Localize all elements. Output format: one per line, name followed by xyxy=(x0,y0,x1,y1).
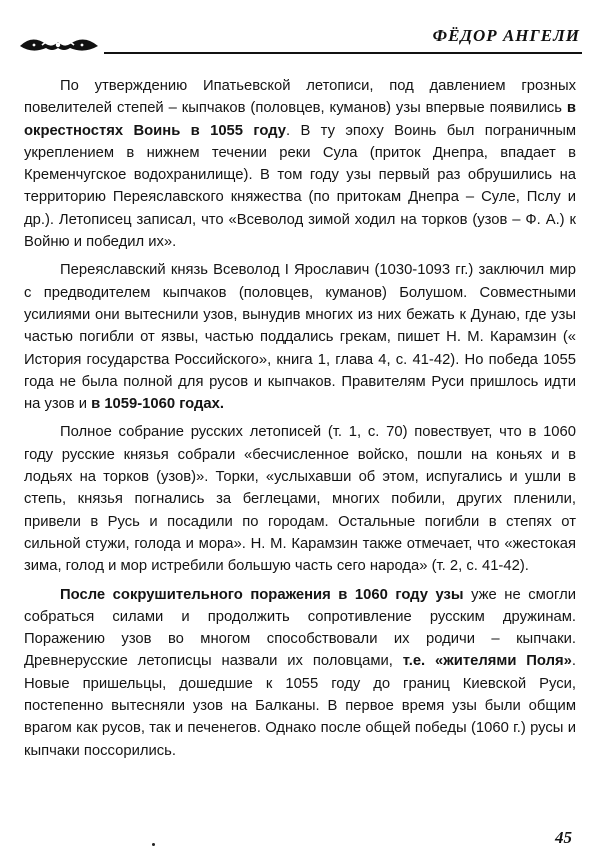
paragraph-text: уже не смогли собраться силами и продолжить сопротивление русским дружинам. Поражению узов во многом способствовали их родичи – кыпчаки. Древнерусские летописцы назвали их половцами, xyxy=(24,586,577,670)
paragraph-1 xyxy=(24,75,576,253)
emphasis-text: После сокрушительного поражения в 1060 году узы xyxy=(60,586,464,603)
emphasis-text: в 1059-1060 годах. xyxy=(91,396,224,413)
print-speck xyxy=(152,843,155,846)
paragraph-text: . В ту эпоху Воинь был пограничным укреплением в нижнем течении реки Сула (приток Днепра, впадает в Кременчугское водохранилище). В том году узы первый раз обрушились на территорию Переяславского княжества (по притокам Днепра – Суле, Пслу и др.). Летописец записал, что «Всеволод зимой ходил на торков (узов – Ф. А.) к Войню и победил их». xyxy=(24,122,577,251)
emphasis-text: т.е. «жителями Поля» xyxy=(402,653,572,670)
paragraph-text: Полное собрание русских летописей (т. 1, с. 70) повествует, что в 1060 году русские князья собрали «бесчисленное войско, пошли на коньях и в лодьях на торков (узов)». Торки, «услыхавши об этом, испугались и ушли в степь, князья погнались за беглецами, многих побили, других пленили, привели в Русь и посадили по городам. Остальные погибли в степях от сильной стужи, голода и мора». Н. М. Карамзин также отмечает, что «жестокая зима, голод и мор истребили большую часть сего народа» (т. 2, с. 41-42). xyxy=(24,424,576,575)
page-number: 45 xyxy=(555,828,572,847)
body-text xyxy=(24,75,576,768)
paragraph-text: По утверждению Ипатьевской летописи, под давлением грозных повелителей степей – кыпчаков (половцев, куманов) узы впервые появились xyxy=(24,78,576,117)
paragraph-4 xyxy=(24,584,576,762)
paragraph-text: Переяславский князь Всеволод I Ярославич (1030-1093 гг.) заключил мир с предводителем кыпчаков (половцев, куманов) Болушом. Совместными усилиями они вытеснили узов, вынудив многих из них бежать к Дунаю, где узы частью погибли от язвы, частью поддались грекам, пишет Н. М. Карамзин (« История государства Российского», книга 1, глава 4, с. 41-42). Но победа 1055 года не была полной для русов и кыпчаков. Правителям Руси пришлось идти на узов и xyxy=(24,262,576,413)
header-rule xyxy=(104,52,582,54)
paragraph-2 xyxy=(24,259,576,415)
paragraph-3 xyxy=(24,421,576,577)
page-header xyxy=(0,0,600,60)
running-title: ФЁДОР АНГЕЛИ xyxy=(423,26,580,46)
emphasis-text: в окрестностях Воинь в 1055 году xyxy=(24,100,576,139)
paragraph-text: . Новые пришельцы, дошедшие к 1055 году до границ Киевской Руси, постепенно вытесняли узов на Балканы. В первое время узы были общим врагом как русов, так и печенегов. Однако после общей победы (1060 г.) русы и кыпчаки поссорились. xyxy=(24,653,576,759)
ornament-icon xyxy=(18,32,100,56)
